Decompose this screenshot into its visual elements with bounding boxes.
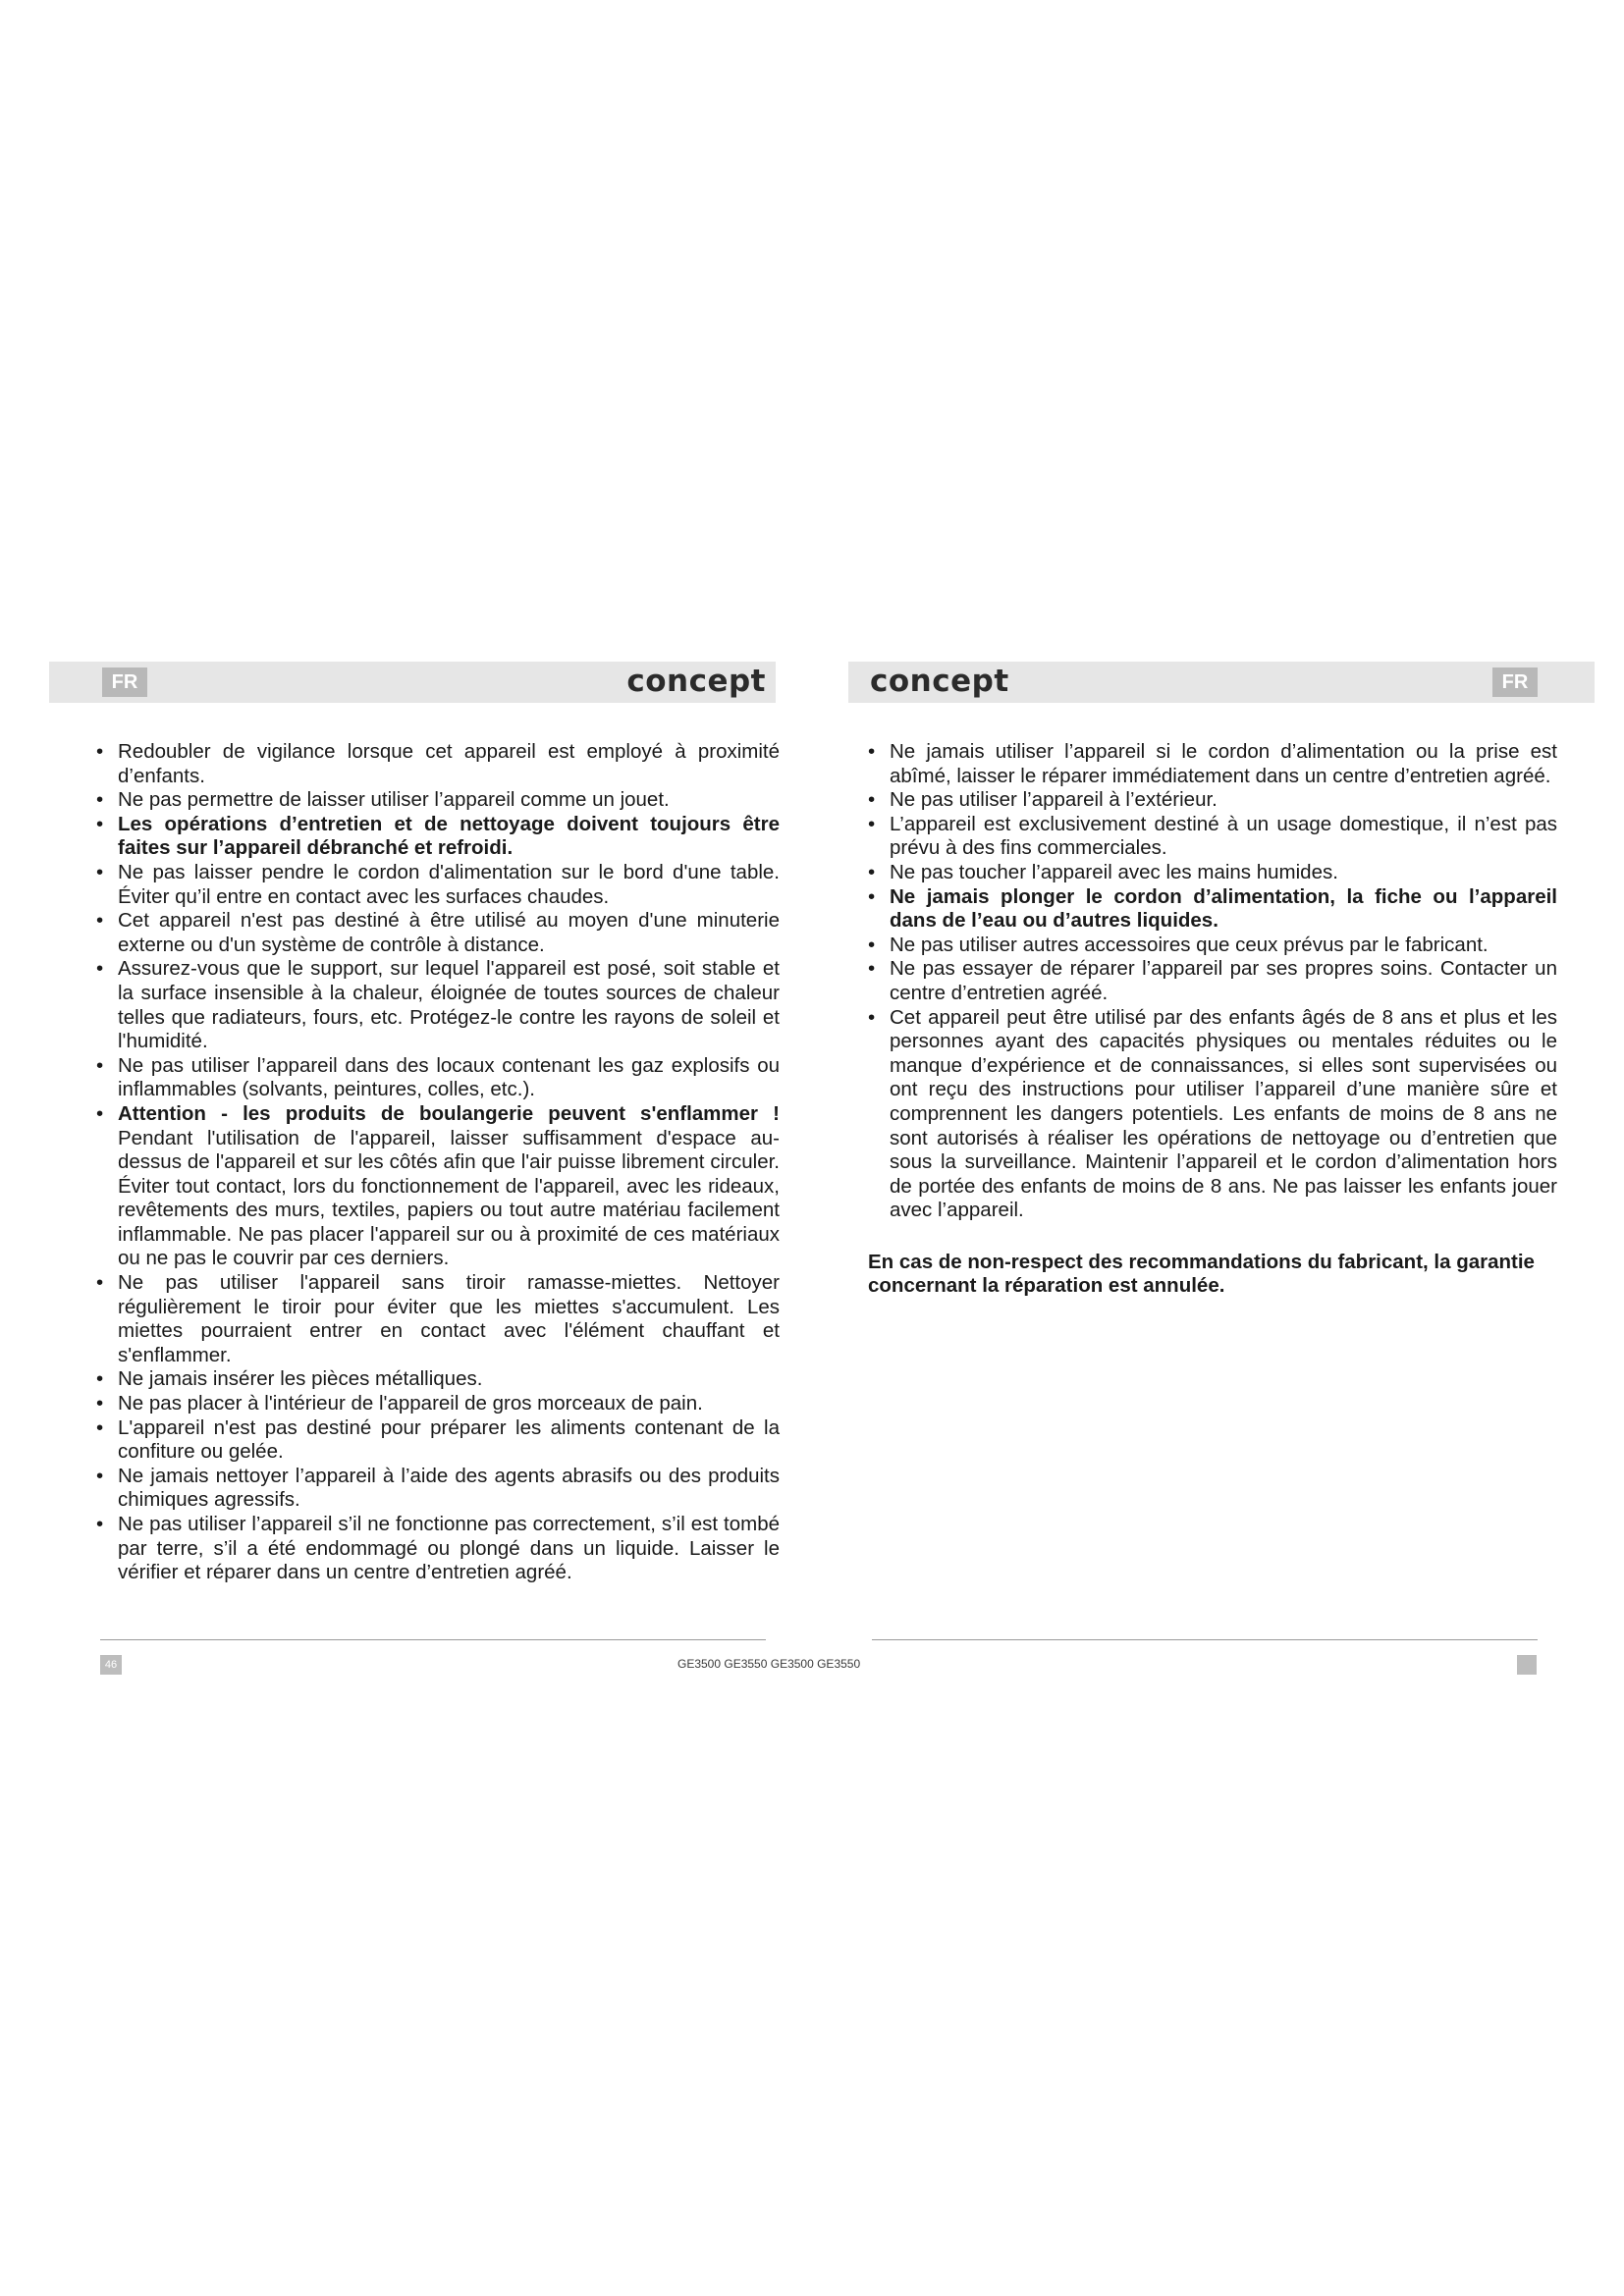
- list-item: [96, 1513, 780, 1585]
- list-item: [96, 861, 780, 909]
- list-item: [96, 740, 780, 788]
- list-item: [868, 885, 1557, 934]
- list-item: [868, 1006, 1557, 1223]
- list-item: [868, 861, 1557, 885]
- list-item-text: Ne pas permettre de laisser utiliser l’appareil comme un jouet.: [118, 788, 670, 812]
- list-item-text: Ne pas utiliser l'appareil sans tiroir ramasse-miettes. Nettoyer régulièrement le tiroir pour éviter que les miettes s'accumulent. Les miettes pourraient entrer en contact avec l'élément chauffant et s'enflammer.: [118, 1271, 780, 1366]
- list-item-text: Ne jamais utiliser l’appareil si le cordon d’alimentation ou la prise est abîmé, laisser le réparer immédiatement dans un centre d’entretien agréé.: [890, 740, 1557, 787]
- header-band-left: [49, 662, 776, 703]
- list-item: [96, 1392, 780, 1416]
- list-item-text: Ne pas toucher l’appareil avec les mains humides.: [890, 860, 1338, 883]
- list-item: [96, 1054, 780, 1102]
- model-numbers: GE3500 GE3550 GE3500 GE3550: [677, 1657, 861, 1671]
- safety-instructions-list-left: [96, 740, 780, 1585]
- list-item-text: Ne pas utiliser autres accessoires que ceux prévus par le fabricant.: [890, 933, 1489, 956]
- footer-divider-right: [872, 1639, 1538, 1640]
- language-badge-left: FR: [102, 667, 147, 697]
- list-item: [96, 1271, 780, 1367]
- list-item: [868, 957, 1557, 1005]
- header-band-right: [848, 662, 1595, 703]
- list-item: [868, 934, 1557, 958]
- list-item-text: Redoubler de vigilance lorsque cet appareil est employé à proximité d’enfants.: [118, 740, 780, 787]
- list-item: [868, 788, 1557, 813]
- list-item-text: Ne pas utiliser l’appareil à l’extérieur.: [890, 788, 1218, 812]
- brand-logo-right: concept: [870, 664, 1009, 699]
- list-item: [96, 813, 780, 861]
- list-item-text: Ne pas utiliser l’appareil dans des locaux contenant les gaz explosifs ou inflammables (solvants, peintures, colles, etc.).: [118, 1053, 780, 1101]
- list-item-text: Pendant l'utilisation de l'appareil, laisser suffisamment d'espace au-dessus de l'appareil et sur les côtés afin que l'air puisse librement circuler. Éviter tout contact, lors du fonctionnement de l'appareil, avec les rideaux, revêtements des murs, textiles, papiers ou tout autre matériau facilement inflammable. Ne pas placer l'appareil sur ou à proximité de ces matériaux ou ne pas le couvrir par ces derniers.: [118, 1126, 780, 1270]
- list-item-text: L’appareil est exclusivement destiné à un usage domestique, il n’est pas prévu à des fins commerciales.: [890, 812, 1557, 860]
- list-item-warning: Attention - les produits de boulangerie peuvent s'enflammer !: [118, 1101, 780, 1125]
- list-item-text: Cet appareil n'est pas destiné à être utilisé au moyen d'une minuterie externe ou d'un système de contrôle à distance.: [118, 909, 780, 956]
- right-page-content: [868, 740, 1557, 1319]
- list-item-text: Cet appareil peut être utilisé par des enfants âgés de 8 ans et plus et les personnes ayant des capacités physiques ou mentales réduites ou le manque d’expérience et de connaissances, si elles sont supervisées ou ont reçu des instructions pour utiliser l’appareil d’une manière sûre et comprennent les dangers potentiels. Les enfants de moins de 8 ans ne sont autorisés à réaliser les opérations de nettoyage ou d’entretien que sous la surveillance. Maintenir l’appareil et le cordon d’alimentation hors de portée des enfants de moins de 8 ans. Ne pas laisser les enfants jouer avec l’appareil.: [890, 1005, 1557, 1222]
- safety-instructions-list-right: [868, 740, 1557, 1223]
- list-item-text: Ne pas utiliser l’appareil s’il ne fonctionne pas correctement, s’il est tombé par terre, s’il a été endommagé ou plongé dans un liquide. Laisser le vérifier et réparer dans un centre d’entretien agréé.: [118, 1513, 780, 1584]
- list-item: [868, 813, 1557, 861]
- footer-divider-left: [100, 1639, 766, 1640]
- list-item: [96, 1465, 780, 1513]
- list-item: [96, 1367, 780, 1392]
- warranty-notice: En cas de non-respect des recommandations du fabricant, la garantie concernant la réparation est annulée.: [868, 1250, 1535, 1298]
- page-number: 46: [100, 1655, 122, 1675]
- list-item-text: Ne jamais insérer les pièces métalliques.: [118, 1367, 483, 1391]
- list-item-text: Ne jamais plonger le cordon d’alimentation, la fiche ou l’appareil dans de l’eau ou d’autres liquides.: [890, 884, 1557, 933]
- list-item: [868, 740, 1557, 788]
- list-item-text: Ne jamais nettoyer l’appareil à l’aide des agents abrasifs ou des produits chimiques agressifs.: [118, 1464, 780, 1512]
- left-page-content: [96, 740, 780, 1585]
- list-item-text: Ne pas essayer de réparer l’appareil par ses propres soins. Contacter un centre d’entretien agréé.: [890, 957, 1557, 1004]
- list-item-text: Les opérations d’entretien et de nettoyage doivent toujours être faites sur l’appareil débranché et refroidi.: [118, 812, 780, 860]
- list-item: [96, 957, 780, 1053]
- list-item: [96, 1416, 780, 1465]
- list-item-text: Ne pas laisser pendre le cordon d'alimentation sur le bord d'une table. Éviter qu’il entre en contact avec les surfaces chaudes.: [118, 860, 780, 908]
- page-number-box-right: [1517, 1655, 1537, 1675]
- list-item: [96, 909, 780, 957]
- language-badge-right: FR: [1492, 667, 1538, 697]
- brand-logo-left: concept: [626, 664, 766, 699]
- list-item-text: Ne pas placer à l'intérieur de l'appareil de gros morceaux de pain.: [118, 1392, 703, 1415]
- list-item: [96, 788, 780, 813]
- list-item: [96, 1102, 780, 1271]
- list-item-text: Assurez-vous que le support, sur lequel l'appareil est posé, soit stable et la surface insensible à la chaleur, éloignée de toutes sources de chaleur telles que radiateurs, fours, etc. Protégez-le contre les rayons de soleil et l'humidité.: [118, 957, 780, 1053]
- list-item-text: L'appareil n'est pas destiné pour préparer les aliments contenant de la confiture ou gelée.: [118, 1415, 780, 1464]
